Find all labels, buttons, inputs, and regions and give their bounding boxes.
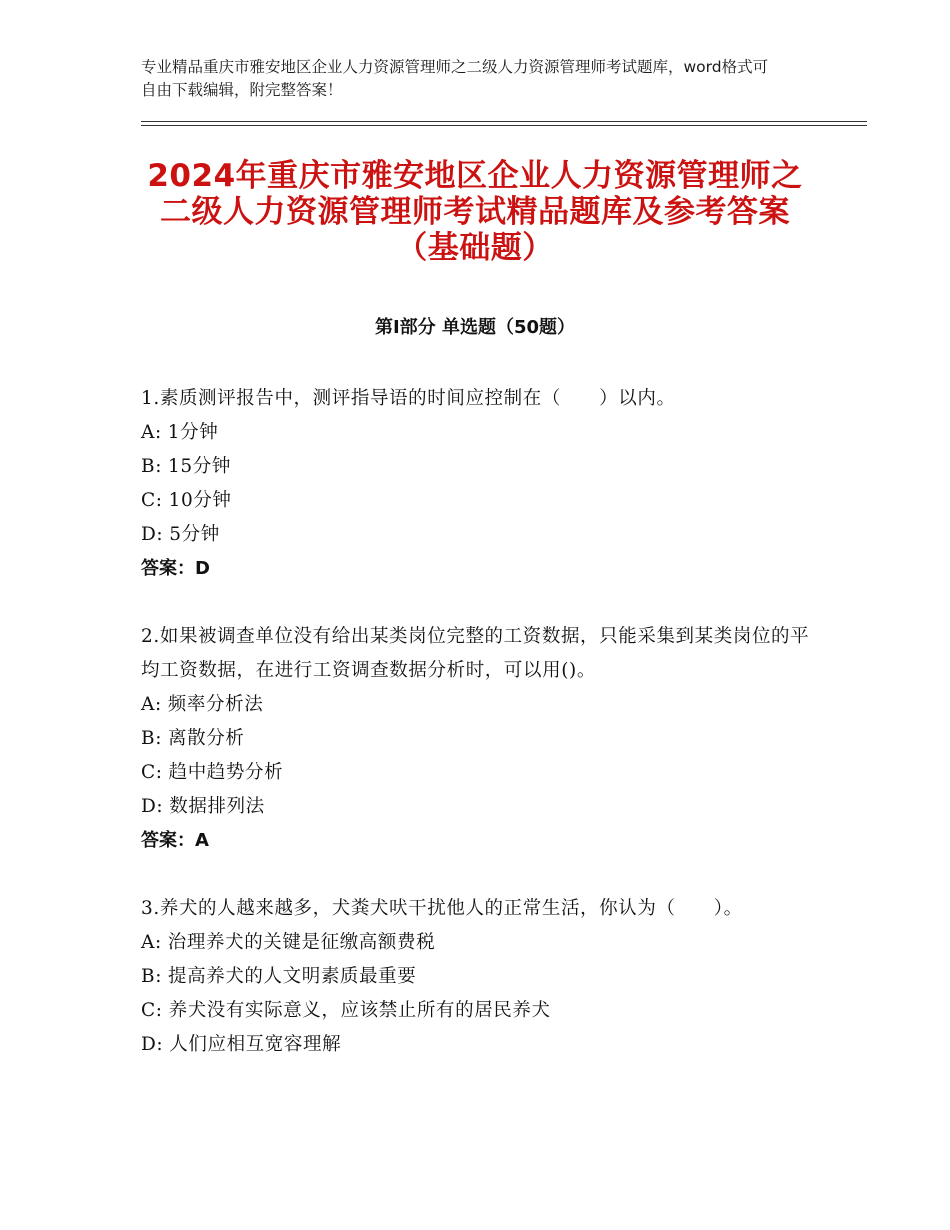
option-text: 养犬没有实际意义，应该禁止所有的居民养犬	[168, 1000, 551, 1021]
option-label: A:	[141, 422, 162, 443]
document-title: 2024年重庆市雅安地区企业人力资源管理师之二级人力资源管理师考试精品题库及参考答案（基础题）	[147, 158, 803, 266]
option-b	[141, 722, 811, 756]
header-divider-line-bottom	[141, 125, 867, 126]
option-a	[141, 688, 811, 722]
option-a	[141, 416, 811, 450]
option-text: 10分钟	[168, 490, 232, 511]
answer-line: 答案：D	[141, 558, 210, 579]
option-label: C:	[141, 490, 163, 511]
option-text: 治理养犬的关键是征缴高额费税	[167, 932, 436, 953]
question-stem: 3.养犬的人越来越多，犬粪犬吠干扰他人的正常生活，你认为（ ）。	[141, 898, 743, 919]
option-label: C:	[141, 1000, 163, 1021]
question-3	[141, 892, 811, 1062]
option-label: B:	[141, 456, 163, 477]
option-text: 15分钟	[168, 456, 231, 477]
option-text: 离散分析	[168, 728, 245, 749]
answer-line: 答案：A	[141, 830, 209, 851]
question-list	[141, 382, 811, 1096]
section-title: 第Ⅰ部分 单选题（50题）	[374, 317, 575, 338]
option-label: D:	[141, 1034, 164, 1055]
option-text: 1分钟	[167, 422, 219, 443]
header-divider-line-top	[141, 121, 867, 122]
option-a	[141, 926, 811, 960]
option-label: B:	[141, 728, 163, 749]
option-c	[141, 756, 811, 790]
option-label: B:	[141, 966, 163, 987]
option-text: 提高养犬的人文明素质最重要	[168, 966, 417, 987]
option-d	[141, 1028, 811, 1062]
header-divider	[141, 121, 867, 127]
option-d	[141, 518, 811, 552]
option-text: 5分钟	[169, 524, 220, 545]
option-d	[141, 790, 811, 824]
option-label: D:	[141, 796, 164, 817]
question-2	[141, 620, 811, 858]
option-text: 人们应相互宽容理解	[169, 1034, 342, 1055]
option-text: 数据排列法	[169, 796, 265, 817]
option-label: C:	[141, 762, 163, 783]
question-stem: 2.如果被调查单位没有给出某类岗位完整的工资数据，只能采集到某类岗位的平均工资数据，在进行工资调查数据分析时，可以用()。	[141, 626, 810, 681]
option-b	[141, 960, 811, 994]
option-label: A:	[141, 932, 162, 953]
option-text: 频率分析法	[167, 694, 264, 715]
question-stem: 1.素质测评报告中，测评指导语的时间应控制在（ ）以内。	[141, 388, 676, 409]
option-b	[141, 450, 811, 484]
question-1	[141, 382, 811, 586]
option-text: 趋中趋势分析	[168, 762, 284, 783]
header-note: 专业精品重庆市雅安地区企业人力资源管理师之二级人力资源管理师考试题库，word格式可自由下载编辑，附完整答案！	[141, 58, 769, 99]
option-label: D:	[141, 524, 164, 545]
option-label: A:	[141, 694, 162, 715]
option-c	[141, 484, 811, 518]
option-c	[141, 994, 811, 1028]
